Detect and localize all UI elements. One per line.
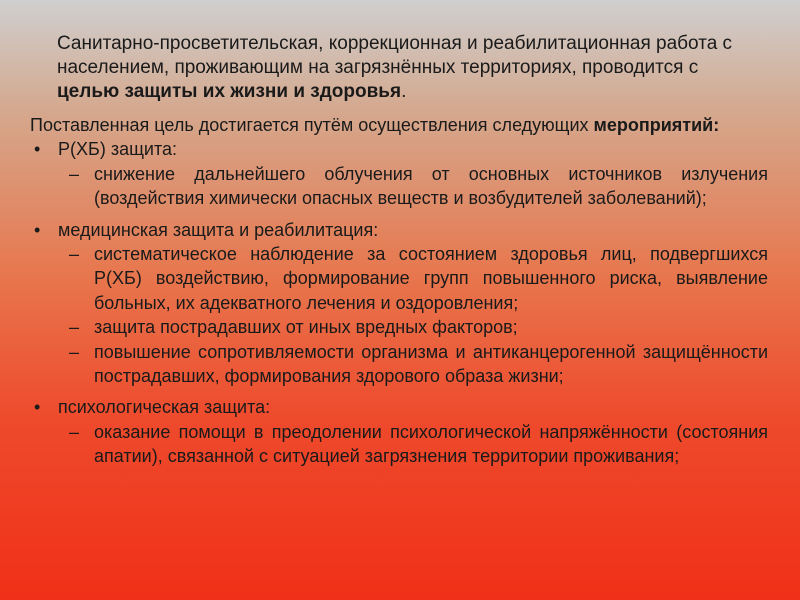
content-body bbox=[30, 113, 768, 469]
section-items bbox=[58, 420, 768, 469]
section-items bbox=[58, 162, 768, 211]
item-text: защита пострадавших от иных вредных факторов; bbox=[94, 317, 518, 338]
section-items bbox=[58, 242, 768, 388]
item-text: снижение дальнейшего облучения от основных источников излучения (воздействия химически опасных веществ и возбудителей заболеваний); bbox=[94, 163, 768, 209]
item-text: повышение сопротивляемости организма и антиканцерогенной защищённости пострадавших, формирования здорового образа жизни; bbox=[94, 341, 768, 387]
lead-text: Поставленная цель достигается путём осуществления следующих bbox=[30, 115, 594, 135]
section-title: Р(ХБ) защита: bbox=[58, 139, 177, 160]
intro-text: Санитарно-просветительская, коррекционная и реабилитационная работа с населением, проживающим на загрязнённых территориях, проводится с bbox=[57, 33, 733, 78]
item-text: оказание помощи в преодолении психологической напряжённости (состояния апатии), связанной с ситуацией загрязнения территории проживания; bbox=[94, 421, 768, 467]
lead-emphasis: мероприятий: bbox=[593, 115, 720, 135]
dash-icon: – bbox=[69, 244, 80, 265]
section-title: психологическая защита: bbox=[58, 397, 271, 418]
dash-icon: – bbox=[69, 317, 80, 338]
dash-icon: – bbox=[69, 163, 80, 184]
bullet-icon: • bbox=[34, 139, 41, 160]
section-medical bbox=[30, 218, 768, 389]
list-item bbox=[58, 420, 768, 469]
lead-paragraph bbox=[30, 113, 768, 137]
intro-paragraph bbox=[57, 32, 757, 104]
dash-icon: – bbox=[69, 421, 80, 442]
list-item bbox=[58, 242, 768, 315]
section-title: медицинская защита и реабилитация: bbox=[58, 219, 379, 240]
bullet-icon: • bbox=[34, 219, 41, 240]
list-item bbox=[58, 340, 768, 389]
list-item bbox=[58, 315, 768, 339]
bullet-icon: • bbox=[34, 397, 41, 418]
measures-list bbox=[30, 137, 768, 468]
item-text: систематическое наблюдение за состоянием здоровья лиц, подвергшихся Р(ХБ) воздействию, формирование групп повышенного риска, выявление больных, их адекватного лечения и оздоровления; bbox=[94, 244, 768, 313]
dash-icon: – bbox=[69, 341, 80, 362]
list-item bbox=[58, 162, 768, 211]
intro-emphasis: целью защиты их жизни и здоровья bbox=[57, 81, 402, 102]
section-rhb bbox=[30, 137, 768, 210]
intro-end: . bbox=[401, 81, 407, 102]
section-psychological bbox=[30, 395, 768, 468]
